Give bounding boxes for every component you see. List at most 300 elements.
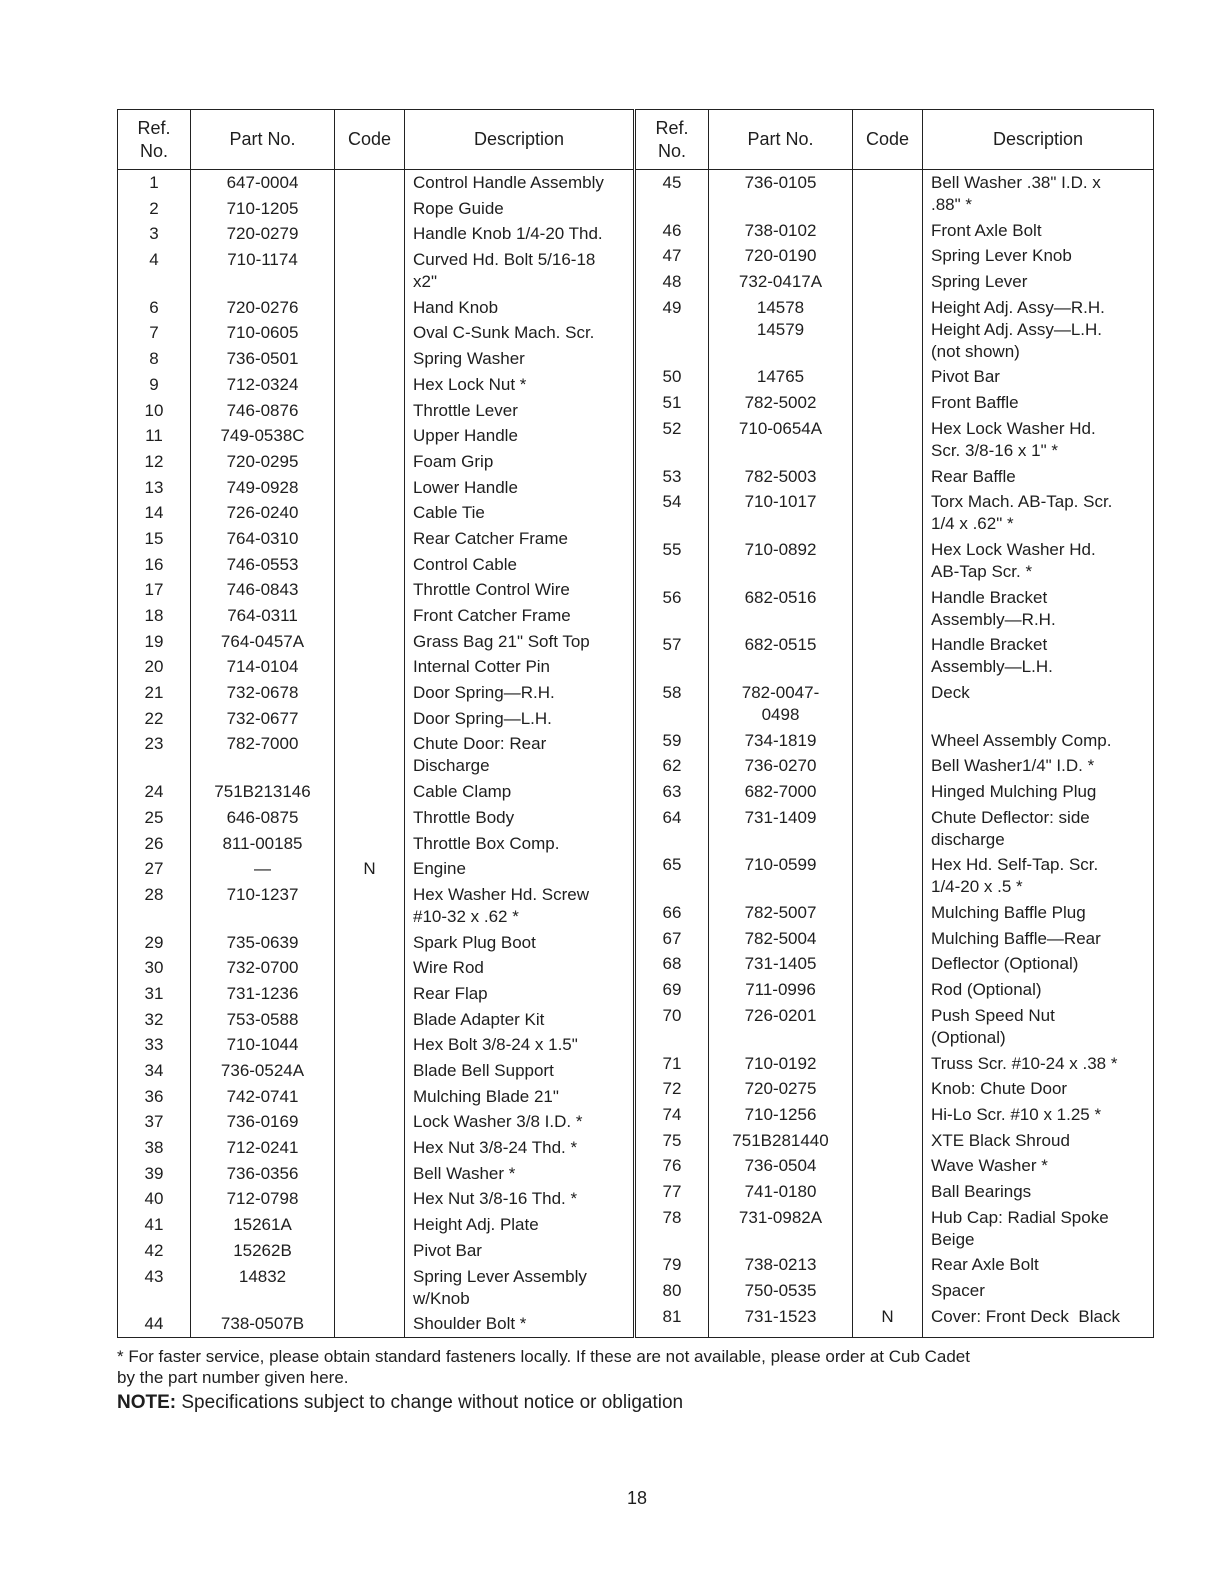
cell-part-no: 741-0180: [709, 1179, 853, 1205]
cell-description: Spring Washer: [413, 349, 525, 369]
cell-description: Rear Axle Bolt: [931, 1255, 1039, 1275]
specifications-note: [117, 1391, 1157, 1415]
cell-code: [853, 1051, 923, 1077]
cell-part-no: 720-0190: [709, 243, 853, 269]
table-row: [636, 537, 1153, 585]
cell-part-no: 710-1237: [191, 882, 335, 930]
column-line: [709, 1329, 853, 1337]
parts-table-left: [117, 109, 634, 1338]
cell-code: [335, 526, 405, 552]
cell-code: [335, 196, 405, 222]
cell-part-no: 736-0504: [709, 1153, 853, 1179]
cell-code: [853, 364, 923, 390]
cell-code: [335, 475, 405, 501]
cell-description: Door Spring—R.H.: [413, 683, 555, 703]
table-row: [636, 390, 1153, 416]
cell-code: [335, 1186, 405, 1212]
cell-description: Handle Bracket Assembly—R.H.: [931, 587, 1056, 629]
cell-ref-no: 68: [636, 951, 709, 977]
cell-part-no: 731-1523: [709, 1304, 853, 1330]
table-row: [636, 1205, 1153, 1253]
cell-ref-no: 13: [118, 475, 191, 501]
header-code: Code: [335, 110, 405, 169]
table-row: [636, 218, 1153, 244]
cell-part-no: 746-0843: [191, 577, 335, 603]
cell-code: [335, 654, 405, 680]
note-label: NOTE:: [117, 1391, 177, 1413]
cell-ref-no: 54: [636, 489, 709, 537]
cell-description: Spacer: [931, 1281, 985, 1300]
cell-code: [853, 489, 923, 537]
cell-ref-no: 38: [118, 1135, 191, 1161]
cell-part-no: 710-1256: [709, 1102, 853, 1128]
cell-description: Front Axle Bolt: [931, 220, 1042, 240]
cell-description: Mulching Baffle Plug: [931, 903, 1086, 923]
cell-code: [335, 372, 405, 398]
table-row: [118, 654, 633, 680]
table-row: [118, 731, 633, 779]
note-text: Specifications subject to change without notice or obligation: [176, 1391, 684, 1413]
table-row: [636, 977, 1153, 1003]
cell-part-no: 682-7000: [709, 779, 853, 805]
cell-description: Control Cable: [413, 554, 517, 574]
cell-description: Deflector (Optional): [931, 954, 1079, 974]
cell-part-no: 710-0192: [709, 1051, 853, 1077]
table-row: [636, 753, 1153, 779]
cell-code: [335, 831, 405, 857]
cell-ref-no: 53: [636, 464, 709, 490]
cell-code: [335, 603, 405, 629]
cell-ref-no: 31: [118, 981, 191, 1007]
cell-part-no: 734-1819: [709, 728, 853, 754]
cell-code: [853, 951, 923, 977]
cell-ref-no: 63: [636, 779, 709, 805]
cell-ref-no: 22: [118, 706, 191, 732]
cell-part-no: 712-0324: [191, 372, 335, 398]
table-row: [118, 247, 633, 295]
cell-description: Cable Tie: [413, 503, 485, 523]
cell-ref-no: 36: [118, 1084, 191, 1110]
cell-description: Rope Guide: [413, 198, 504, 218]
header-ref-no: Ref. No.: [118, 110, 191, 169]
table-row: [636, 680, 1153, 728]
table-row: [636, 1051, 1153, 1077]
table-row: [636, 1076, 1153, 1102]
table-row: [636, 170, 1153, 218]
cell-code: [853, 243, 923, 269]
cell-part-no: 726-0201: [709, 1003, 853, 1051]
table-header: [636, 110, 1153, 170]
cell-description: Rod (Optional): [931, 980, 1042, 1000]
cell-ref-no: 27: [118, 856, 191, 882]
cell-code: N: [853, 1304, 923, 1330]
table-row: [118, 1212, 633, 1238]
table-row: [636, 1102, 1153, 1128]
table-row: [118, 372, 633, 398]
cell-ref-no: 2: [118, 196, 191, 222]
cell-part-no: 710-1044: [191, 1032, 335, 1058]
table-row: [118, 981, 633, 1007]
cell-code: [853, 416, 923, 464]
column-line: [636, 1329, 709, 1337]
cell-part-no: 731-0982A: [709, 1205, 853, 1253]
cell-ref-no: 24: [118, 779, 191, 805]
cell-part-no: 15262B: [191, 1238, 335, 1264]
cell-ref-no: 57: [636, 632, 709, 680]
cell-description: Throttle Lever: [413, 400, 518, 420]
cell-description: Rear Flap: [413, 983, 488, 1003]
cell-part-no: 742-0741: [191, 1084, 335, 1110]
cell-code: [335, 882, 405, 930]
cell-part-no: 720-0275: [709, 1076, 853, 1102]
cell-part-no: 731-1405: [709, 951, 853, 977]
cell-ref-no: 46: [636, 218, 709, 244]
cell-description: Spark Plug Boot: [413, 932, 536, 952]
table-row: [636, 1153, 1153, 1179]
cell-ref-no: 67: [636, 926, 709, 952]
cell-description: Internal Cotter Pin: [413, 657, 551, 677]
table-row: [118, 603, 633, 629]
cell-description: Handle Knob 1/4-20 Thd.: [413, 224, 603, 244]
cell-code: [853, 269, 923, 295]
cell-description: Mulching Blade 21": [413, 1086, 559, 1106]
table-row: [118, 779, 633, 805]
table-row: [118, 552, 633, 578]
cell-ref-no: 10: [118, 398, 191, 424]
cell-part-no: 732-0677: [191, 706, 335, 732]
header-description: Description: [992, 129, 1084, 149]
cell-description: Hi-Lo Scr. #10 x 1.25 *: [931, 1104, 1102, 1124]
cell-ref-no: 6: [118, 295, 191, 321]
cell-code: [853, 1153, 923, 1179]
cell-part-no: 746-0876: [191, 398, 335, 424]
cell-description: XTE Black Shroud: [931, 1130, 1070, 1150]
cell-ref-no: 33: [118, 1032, 191, 1058]
cell-code: [853, 1128, 923, 1154]
cell-description: Height Adj. Assy—R.H. Height Adj. Assy—L.H. (not shown): [931, 297, 1105, 361]
table-row: [636, 852, 1153, 900]
cell-code: [853, 218, 923, 244]
cell-ref-no: 17: [118, 577, 191, 603]
cell-code: [335, 1135, 405, 1161]
cell-description: Shoulder Bolt *: [413, 1314, 527, 1334]
cell-code: [335, 955, 405, 981]
cell-code: [335, 930, 405, 956]
cell-ref-no: 50: [636, 364, 709, 390]
cell-code: [335, 221, 405, 247]
cell-ref-no: 79: [636, 1252, 709, 1278]
cell-part-no: 710-0654A: [709, 416, 853, 464]
cell-part-no: 646-0875: [191, 805, 335, 831]
table-row: [636, 416, 1153, 464]
cell-part-no: 732-0700: [191, 955, 335, 981]
cell-description: Throttle Box Comp.: [413, 833, 560, 853]
table-row: [118, 882, 633, 930]
cell-description: Grass Bag 21" Soft Top: [413, 631, 590, 651]
cell-description: Hand Knob: [413, 297, 499, 317]
cell-ref-no: 75: [636, 1128, 709, 1154]
cell-ref-no: 3: [118, 221, 191, 247]
table-row: [118, 955, 633, 981]
table-row: [636, 1304, 1153, 1330]
cell-part-no: 764-0310: [191, 526, 335, 552]
cell-description: Deck: [931, 682, 970, 702]
cell-part-no: 710-1174: [191, 247, 335, 295]
cell-code: [335, 295, 405, 321]
cell-ref-no: 48: [636, 269, 709, 295]
cell-ref-no: 72: [636, 1076, 709, 1102]
table-row: [636, 464, 1153, 490]
cell-code: [853, 295, 923, 365]
table-row: [118, 295, 633, 321]
table-row: [118, 930, 633, 956]
cell-description: Spring Lever: [931, 272, 1028, 292]
table-row: [118, 221, 633, 247]
table-row: [118, 346, 633, 372]
cell-description: Hex Lock Washer Hd. Scr. 3/8-16 x 1" *: [931, 418, 1096, 460]
cell-ref-no: 45: [636, 170, 709, 218]
cell-description: Control Handle Assembly: [413, 173, 604, 192]
cell-part-no: 726-0240: [191, 500, 335, 526]
cell-code: [335, 398, 405, 424]
cell-description: Hex Lock Washer Hd. AB-Tap Scr. *: [931, 539, 1096, 581]
cell-code: [853, 585, 923, 633]
cell-description: Chute Door: Rear Discharge: [413, 734, 547, 776]
cell-description: Height Adj. Plate: [413, 1215, 539, 1235]
table-row: [636, 951, 1153, 977]
cell-code: [335, 320, 405, 346]
cell-description: Rear Catcher Frame: [413, 528, 568, 548]
cell-code: [853, 1278, 923, 1304]
cell-description: Spring Lever Assembly w/Knob: [413, 1266, 587, 1308]
cell-code: [853, 1003, 923, 1051]
cell-ref-no: 8: [118, 346, 191, 372]
cell-ref-no: 77: [636, 1179, 709, 1205]
cell-description: Hex Bolt 3/8-24 x 1.5": [413, 1035, 578, 1055]
cell-code: [853, 1076, 923, 1102]
cell-ref-no: 19: [118, 629, 191, 655]
table-row: [636, 364, 1153, 390]
cell-part-no: 736-0356: [191, 1161, 335, 1187]
cell-ref-no: 62: [636, 753, 709, 779]
cell-description: Bell Washer *: [413, 1163, 516, 1183]
cell-code: [853, 390, 923, 416]
cell-description: Blade Bell Support: [413, 1061, 554, 1080]
cell-description: Hex Nut 3/8-24 Thd. *: [413, 1138, 578, 1158]
cell-description: Torx Mach. AB-Tap. Scr. 1/4 x .62" *: [931, 492, 1113, 534]
cell-code: [335, 500, 405, 526]
cell-ref-no: 80: [636, 1278, 709, 1304]
cell-code: [335, 981, 405, 1007]
cell-part-no: 682-0515: [709, 632, 853, 680]
cell-part-no: 710-1205: [191, 196, 335, 222]
table-row: [118, 1007, 633, 1033]
cell-code: [335, 1032, 405, 1058]
table-row: [118, 526, 633, 552]
cell-part-no: 736-0105: [709, 170, 853, 218]
table-row: [118, 1311, 633, 1337]
cell-description: Front Baffle: [931, 393, 1019, 413]
cell-part-no: 782-5002: [709, 390, 853, 416]
table-row: [118, 320, 633, 346]
cell-ref-no: 51: [636, 390, 709, 416]
cell-part-no: 782-0047- 0498: [709, 680, 853, 728]
cell-description: Handle Bracket Assembly—L.H.: [931, 635, 1053, 677]
cell-code: [335, 1161, 405, 1187]
cell-part-no: 731-1236: [191, 981, 335, 1007]
cell-description: Hex Nut 3/8-16 Thd. *: [413, 1189, 578, 1209]
cell-description: Lock Washer 3/8 I.D. *: [413, 1112, 583, 1132]
header-code: Code: [853, 110, 923, 169]
cell-description: Wave Washer *: [931, 1156, 1048, 1176]
table-row: [118, 680, 633, 706]
table-row: [118, 449, 633, 475]
cell-code: [853, 1252, 923, 1278]
table-row: [636, 1252, 1153, 1278]
cell-code: [853, 728, 923, 754]
table-row: [118, 577, 633, 603]
cell-description: Upper Handle: [413, 426, 518, 446]
cell-part-no: 682-0516: [709, 585, 853, 633]
cell-description: Curved Hd. Bolt 5/16-18 x2": [413, 250, 596, 292]
cell-ref-no: 14: [118, 500, 191, 526]
cell-ref-no: 16: [118, 552, 191, 578]
cell-part-no: 15261A: [191, 1212, 335, 1238]
cell-description: Ball Bearings: [931, 1181, 1032, 1201]
cell-code: [853, 926, 923, 952]
cell-code: [335, 779, 405, 805]
cell-part-no: 736-0524A: [191, 1058, 335, 1084]
table-row: [636, 585, 1153, 633]
cell-code: [335, 577, 405, 603]
cell-part-no: 712-0798: [191, 1186, 335, 1212]
cell-code: [335, 731, 405, 779]
table-row: [118, 706, 633, 732]
cell-code: [335, 706, 405, 732]
cell-description: Wire Rod: [413, 958, 484, 978]
cell-ref-no: 74: [636, 1102, 709, 1128]
cell-code: [335, 170, 405, 196]
cell-code: [853, 1179, 923, 1205]
cell-part-no: 647-0004: [191, 170, 335, 196]
cell-description: Oval C-Sunk Mach. Scr.: [413, 323, 595, 343]
table-filler: [636, 1329, 1153, 1337]
cell-part-no: —: [191, 856, 335, 882]
cell-code: [853, 680, 923, 728]
cell-part-no: 782-5004: [709, 926, 853, 952]
cell-ref-no: 28: [118, 882, 191, 930]
cell-ref-no: 40: [118, 1186, 191, 1212]
table-row: [636, 243, 1153, 269]
table-row: [118, 805, 633, 831]
cell-code: [853, 779, 923, 805]
header-part-no: Part No.: [709, 110, 853, 169]
parts-list-page: [117, 109, 1157, 1509]
cell-ref-no: 42: [118, 1238, 191, 1264]
cell-ref-no: 64: [636, 805, 709, 853]
cell-part-no: 753-0588: [191, 1007, 335, 1033]
cell-code: [335, 423, 405, 449]
cell-ref-no: 65: [636, 852, 709, 900]
cell-description: Mulching Baffle—Rear: [931, 928, 1101, 948]
cell-code: [853, 977, 923, 1003]
cell-ref-no: 12: [118, 449, 191, 475]
table-row: [636, 728, 1153, 754]
cell-description: Wheel Assembly Comp.: [931, 730, 1112, 750]
cell-ref-no: 9: [118, 372, 191, 398]
cell-ref-no: 43: [118, 1264, 191, 1312]
cell-part-no: 731-1409: [709, 805, 853, 853]
cell-ref-no: 30: [118, 955, 191, 981]
cell-ref-no: 15: [118, 526, 191, 552]
table-row: [118, 170, 633, 196]
cell-part-no: 720-0276: [191, 295, 335, 321]
cell-ref-no: 39: [118, 1161, 191, 1187]
table-row: [636, 926, 1153, 952]
cell-ref-no: 78: [636, 1205, 709, 1253]
cell-ref-no: 20: [118, 654, 191, 680]
cell-ref-no: 49: [636, 295, 709, 365]
cell-description: Lower Handle: [413, 477, 518, 497]
cell-description: Hex Washer Hd. Screw #10-32 x .62 *: [413, 884, 590, 926]
cell-part-no: 720-0279: [191, 221, 335, 247]
cell-code: [853, 170, 923, 218]
table-row: [118, 1186, 633, 1212]
cell-part-no: 749-0928: [191, 475, 335, 501]
cell-description: Engine: [413, 859, 466, 879]
table-row: [636, 805, 1153, 853]
cell-code: [853, 464, 923, 490]
cell-ref-no: 1: [118, 170, 191, 196]
cell-part-no: 738-0507B: [191, 1311, 335, 1337]
table-row: [118, 475, 633, 501]
cell-description: Door Spring—L.H.: [413, 708, 552, 728]
table-row: [118, 1058, 633, 1084]
cell-description: Spring Lever Knob: [931, 246, 1072, 266]
cell-description: Hub Cap: Radial Spoke Beige: [931, 1207, 1109, 1249]
cell-code: [335, 449, 405, 475]
cell-code: [335, 247, 405, 295]
cell-part-no: 710-0892: [709, 537, 853, 585]
table-row: [636, 900, 1153, 926]
cell-code: [853, 1102, 923, 1128]
table-row: [636, 1003, 1153, 1051]
cell-description: Front Catcher Frame: [413, 606, 571, 625]
table-row: [118, 1161, 633, 1187]
cell-part-no: 14578 14579: [709, 295, 853, 365]
cell-code: [335, 346, 405, 372]
table-row: [636, 1278, 1153, 1304]
cell-part-no: 712-0241: [191, 1135, 335, 1161]
cell-description: Throttle Body: [413, 807, 515, 827]
cell-part-no: 749-0538C: [191, 423, 335, 449]
cell-code: [853, 852, 923, 900]
cell-code: [853, 753, 923, 779]
cell-code: [335, 1212, 405, 1238]
cell-description: Rear Baffle: [931, 466, 1016, 486]
cell-description: Hex Hd. Self-Tap. Scr. 1/4-20 x .5 *: [931, 855, 1099, 897]
cell-part-no: 764-0457A: [191, 629, 335, 655]
cell-description: Hex Lock Nut *: [413, 374, 527, 394]
cell-part-no: 711-0996: [709, 977, 853, 1003]
table-row: [636, 489, 1153, 537]
cell-description: Bell Washer .38" I.D. x .88" *: [931, 173, 1101, 214]
cell-ref-no: 23: [118, 731, 191, 779]
cell-description: Bell Washer1/4" I.D. *: [931, 756, 1095, 776]
cell-ref-no: 81: [636, 1304, 709, 1330]
table-row: [118, 1109, 633, 1135]
cell-description: Chute Deflector: side discharge: [931, 807, 1090, 849]
